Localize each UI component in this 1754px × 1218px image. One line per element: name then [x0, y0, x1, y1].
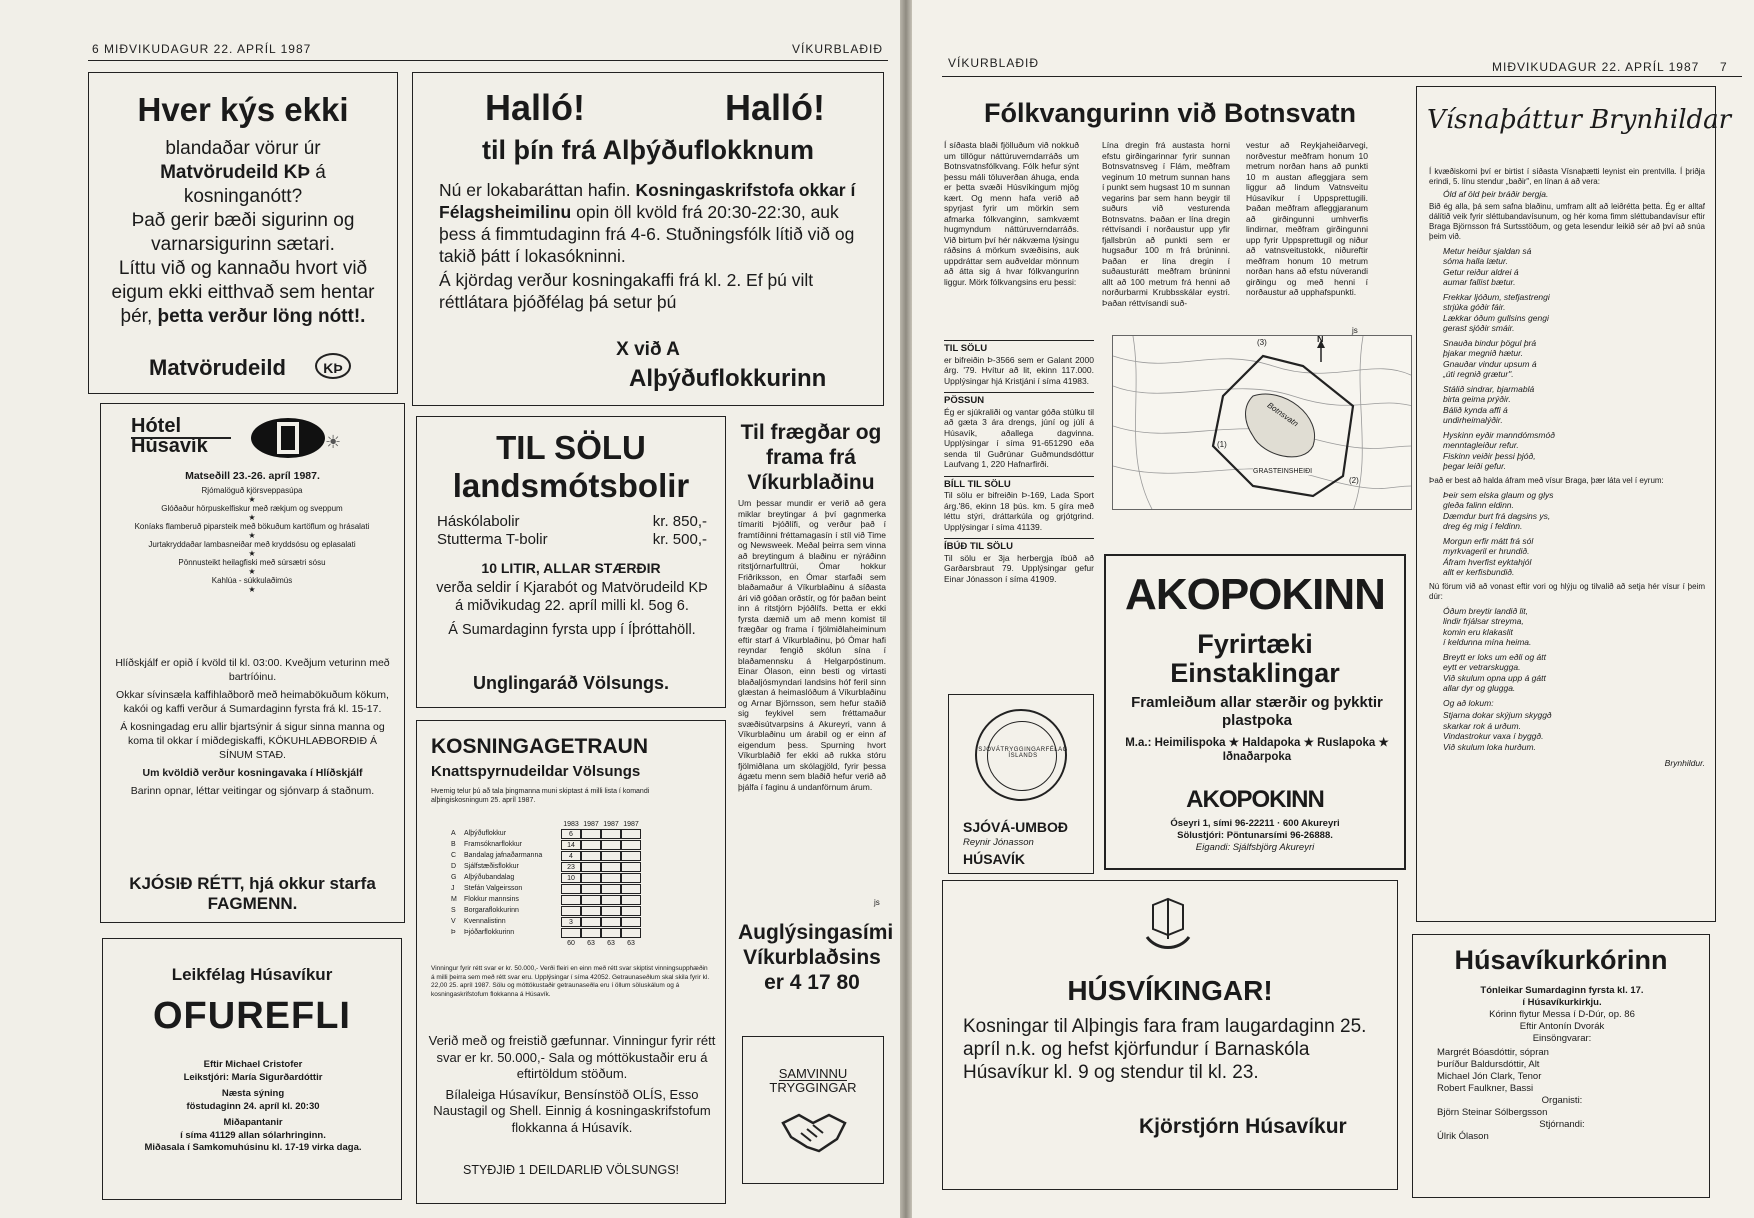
vote-cell[interactable] — [621, 829, 641, 839]
hotel-name: Hótel Húsavík — [131, 415, 208, 457]
article-folkvangur-col2: Lína dregin frá austasta horni efstu girðingarinnar fyrir sunnan Botnsvatnsveg í Flám, meðfram veginum 10 metrum sunnan hans í punkt sem hugsast 10 m sunnan vegarins þar sem hann beygir til suðurs við vesturenda Botnsvatns. Þaðan er lína dregin réttvísandi í norðaustur upp yfir fjallsbrún að punkti sem er hugsaður 100 m frá brúninni. Þaðan er lína dregin í suðausturátt meðfram brúninni allt að 100 metrum frá henni að norðurbarmi Krubbsskálar eystri. Þaðan réttvísandi suð- — [1102, 140, 1230, 308]
map-point-1: (1) — [1217, 440, 1227, 449]
map-north: N — [1317, 335, 1324, 344]
map-point-3: (3) — [1257, 338, 1267, 347]
hotel-body: Hlíðskjálf er opið í kvöld til kl. 03:00. Kveðjum veturinn með bartríóinu. Okkar sívinsæla kaffihlaðborð með heimabökuðum kökum, kakói og kaffi verður á Sumardaginn fyrsta frá kl. 15-17. Á kosningadag eru allir bjartsýnir á sigur sinna manna og koma til okkar í miðdegiskaffi, KÖKUHLAÐBORÐIÐ Á SÍNUM STAÐ. Um kvöldið verður kosningavaka í Hlíðskjálf Barinn opnar, léttar veitingar og sjónvarp á staðnum. — [115, 657, 390, 797]
bolir-t1: TIL SÖLU — [496, 429, 646, 466]
party-row: M Flokkur mannsins — [451, 894, 691, 905]
column-visnapattur — [1416, 86, 1732, 922]
vote-cell[interactable] — [581, 851, 601, 861]
getraun-intro: Hvernig telur þú að tala þingmanna muni skiptast á milli lista í komandi alþingiskosningum 25. apríl 1987. — [431, 788, 650, 804]
bolir-sign: Unglingaráð Völsungs. — [472, 673, 669, 693]
vote-cell[interactable] — [581, 862, 601, 872]
leikfelag-org: Leikfélag Húsavíkur — [171, 965, 333, 984]
vote-cell[interactable] — [581, 928, 601, 938]
ad-kosningagetraun — [416, 720, 726, 1204]
vote-cell[interactable] — [601, 862, 621, 872]
hallo-body: Nú er lokabaráttan hafin. Kosningaskrifstofa okkar í Félagsheimilinu opin öll kvöld frá 20:30-22:30, auk þess á fimmtudaginn frá 4-6. Stuðningsfólk lítið við og takið þátt í lokasókninni. Á kjördag verður kosningakaffi frá kl. 2. Ef þú vilt réttlátara þjóðfélag þá setur þú — [439, 180, 856, 312]
hallo-sign: Alþýðuflokkurinn — [629, 365, 827, 392]
classified-body: Ég er sjúkraliði og vantar góða stúlku til að gæta 3 ára drengs, júní og júlí á Húsavík, aðallega dagvinna. Upplýsingar í síma 91-651290 eða senda til Guðrúnar Guðmundsdóttur Laufvang 1, 220 Hafnarfirði. — [944, 406, 1094, 469]
handshake-icon — [779, 1103, 849, 1159]
getraun-table: 1983 1987 1987 1987 A Alþýðuflokkur 6 B Framsóknarflokkur 14 C Bandalag jafnaðarmanna 4 D Sjálfstæðisflokkur 23 G Alþýðubandalag 10 J Stefán Valgeirsson M Flokkur mannsins S Borgaraflokkurinn V Kvennalistinn 3 Þ Þjóðarflokkurinn 60 63 63 63 — [451, 821, 691, 947]
vote-cell[interactable]: 23 — [561, 862, 581, 872]
vote-cell[interactable] — [601, 840, 621, 850]
stanza: Óðum breytir landið lit, lindir frjálsar streyma, komin eru klakaslit í keldunna mína heima. — [1443, 605, 1532, 647]
ad-akopokinn — [1104, 554, 1406, 870]
ad-auglysinga: Auglýsingasími Víkurblaðsins er 4 17 80 — [738, 921, 894, 994]
menu-list: Rjómalöguð kjörsveppasúpa ★ Glóðaður hörpuskelfiskur með rækjum og sveppum ★ Koníaks flamberuð piparsteik með bökuðum kartöflum og hrásalati ★ Jurtakryddaðar lambasneiðar með kryddsósu og eplasalati ★ Pönnusteikt heilagfiski með súrsætri sósu ★ Kahlúa - súkkulaðimús ★ — [134, 486, 370, 594]
akopokinn-products: M.a.: Heimilispoka ★ Haldapoka ★ Ruslapoka ★ Iðnaðarpoka — [1125, 737, 1389, 763]
classified-head: PÖSSUN — [944, 392, 1094, 407]
leikfelag-info: Eftir Michael Cristofer Leikstjóri: María Sigurðardóttir Næsta sýning föstudaginn 24. apríl kl. 20:30 Miðapantanir í síma 41129 allan sólarhringinn. Miðasala í Samkomuhúsinu kl. 17-19 virka daga. — [144, 1059, 362, 1153]
vote-cell[interactable] — [621, 928, 641, 938]
ad-sjova — [948, 694, 1094, 874]
ad-matvorudeild — [88, 72, 398, 394]
sjova-town: HÚSAVÍK — [963, 851, 1025, 867]
vote-cell[interactable] — [581, 840, 601, 850]
getraun-rules: Vinningur fyrir rétt svar er kr. 50.000,- Verði fleiri en einn með rétt svar skiptist vinningsupphæðin á milli þeirra sem með rétt svar eru. Upplýsingar í síma 42052. Getraunaseðlum skal skila fyrir kl. 22,00 25. apríl 1987. Sölu og móttökustaðir getraunaseðla eru í öllum söluskálum og á kosningaskrifstofum flokkanna á Húsavík. — [431, 965, 710, 998]
party-row: A Alþýðuflokkur 6 — [451, 828, 691, 839]
map-point-2: (2) — [1349, 476, 1359, 485]
vote-cell[interactable] — [621, 906, 641, 916]
vote-cell[interactable] — [601, 851, 621, 861]
korinn-singers: Margrét Bóasdóttir, sópran Þuríður Baldursdóttir, Alt Michael Jón Clark, Tenor Robert Faulkner, Bassi Organisti: Björn Steinar Sólbergsson Stjórnandi: Úlrik Ólason — [1437, 1047, 1585, 1142]
left-page-header: 6 MIÐVIKUDAGUR 22. APRÍL 1987 — [92, 42, 312, 56]
ad-samvinnutryggingar — [742, 1036, 884, 1184]
party-row: Þ Þjóðarflokkurinn — [451, 927, 691, 938]
article-folkvangur-head: Fólkvangurinn við Botnsvatn — [984, 98, 1357, 128]
getraun-body: Verið með og freistið gæfunnar. Vinningur fyrir rétt svar er kr. 50.000,- Sala og móttökustaðir eru á eftirtöldum stöðum. Bílaleiga Húsavíkur, Bensínstöð OLÍS, Esso Naustagil og Shell. Einnig á kosningaskrifstofum flokkanna á Húsavík. — [428, 1033, 716, 1135]
party-row: C Bandalag jafnaðarmanna 4 — [451, 850, 691, 861]
sjova-seal-icon: SJÓVÁTRYGGINGARFÉLAG ÍSLANDS — [975, 709, 1067, 801]
stanza: Hyskinn eyðir manndómsmóð menntagleiður refur. Fiskinn veiðir þessi þjóð, þegar leiði gefur. — [1443, 429, 1555, 471]
vote-cell[interactable] — [561, 906, 581, 916]
akopokinn-contact: Óseyri 1, sími 96-22211 · 600 Akureyri Sölustjóri: Pöntunarsími 96-26888. Eigandi: Sjálfsbjörg Akureyri — [1170, 818, 1340, 853]
akopokinn-body: Framleiðum allar stærðir og þykktir plastpoka — [1131, 694, 1383, 729]
visna-body: Í kvæðiskorni því er birtist í síðasta Vísnaþætti leynist ein prentvilla. Í þriðja erindi, 5. línu stendur „baðir", en línan á að vera: Óld af öld þeir bráðir bergja. Bið ég alla, þá sem safna blaðinu, umfram allt að leiðrétta þetta. Ég er alltaf dálítið veik fyrir sléttubandavísunum, og hér koma fimm sléttubandavísur eftir Braga Björnsson frá Surtsstöðum, og geta lesendur leikið sér að því að snúa þeim við. Metur heiður sjaldan sá sóma halla lætur. Getur reiður aldrei á aumar fallist bætur. Frekkar ljóðum, stefjastrengi strjúka góðir fáir. Lækkar óðum gullsins gengi gerast sjóðir smáir. Snauða bindur þögul þrá þjakar megnið hætur. Gnauðar vindur upsum á „úti regnið grætur". Stálið sindrar, bjarmablá birta geima prýðir. Bálið kynda affi á undirheimalýðir. Hyskinn eyðir manndómsmóð menntagleiður refur. Fiskinn veiðir þessi þjóð, þegar leiði gefur. Það er best að halda áfram með vísur Braga, þær láta vel í eyrum: Þeir sem elska glaum og glys gleða falinn eldinn. Dæmdur burt frá dagsins ys, dreg ég mig í feldinn. Morgun erfir mátt frá sól myrkvageril er hrundið. Áfram hverfist eyktahjól allt er kerfisbundið. Nú förum við að vonast eftir vori og hlýju og tilvalið að setja hér vísur í þeim dúr: Óðum breytir landið lit, lindir frjálsar streyma, komin eru klakaslit í keldunna mína heima. Breytt er loks um eðli og átt eytt er vetrarskugga. Við skulum opna upp á gátt allar dyr og glugga. Og að lokum: Stjarna dokar skýjum skyggð skarkar rok á urðum. Vindastrokur vaxa í byggð. Við skulum loka hurðum. Brynhildur. — [1429, 167, 1705, 768]
hotel-logo-icon — [251, 418, 325, 458]
article-folkvangur-sig: js — [1352, 326, 1358, 335]
kth-logo-icon: KÞ — [315, 353, 351, 379]
vote-cell[interactable]: 3 — [561, 917, 581, 927]
akopokinn-logo: AKOPOKINN — [1125, 570, 1385, 619]
stanza: Morgun erfir mátt frá sól myrkvageril er hrundið. Áfram hverfist eyktahjól allt er kerfisbundið. — [1443, 535, 1534, 577]
hotel-slogan: KJÓSIÐ RÉTT, hjá okkur starfa FAGMENN. — [129, 874, 376, 913]
vote-cell[interactable]: 4 — [561, 851, 581, 861]
viking-ship-icon — [1143, 895, 1193, 955]
vote-cell[interactable] — [581, 884, 601, 894]
ad-til-solu-bolir — [416, 416, 726, 708]
korinn-body: Tónleikar Sumardaginn fyrsta kl. 17. í Húsavíkurkirkju. Kórinn flytur Messa í D-Dúr, op. 86 Eftir Antonín Dvorák Einsöngvarar: — [1480, 985, 1644, 1044]
article-fraegdar-sig: js — [874, 898, 880, 907]
akopokinn-logo-small: AKOPOKINN — [1186, 786, 1324, 813]
korinn-title: Húsavíkurkórinn — [1454, 945, 1668, 975]
stanza: Stálið sindrar, bjarmablá birta geima prýðir. Bálið kynda affi á undirheimalýðir. — [1443, 383, 1535, 425]
ad-title: Hver kýs ekki — [137, 91, 349, 128]
ad-hotel-husavik — [100, 403, 405, 923]
ad-husvikingar — [942, 880, 1398, 1190]
samvinnu-text: SAMVINNU TRYGGINGAR — [769, 1066, 857, 1095]
bolir-sizes: 10 LITIR, ALLAR STÆRÐIR — [481, 560, 661, 576]
map-botnsvatn — [1112, 335, 1412, 510]
bolir-t2: landsmótsbolir — [452, 467, 690, 504]
classified-head: ÍBÚÐ TIL SÖLU — [944, 538, 1094, 553]
vote-cell[interactable] — [561, 928, 581, 938]
right-page-number: 7 — [1720, 60, 1728, 74]
party-row: S Borgaraflokkurinn — [451, 905, 691, 916]
party-row: B Framsóknarflokkur 14 — [451, 839, 691, 850]
right-paper-name: VÍKURBLAÐIÐ — [948, 56, 1040, 70]
menu-title: Matseðill 23.-26. apríl 1987. — [185, 470, 320, 482]
ad-body: blandaðar vörur úr Matvörudeild KÞ á kosninganótt? Það gerir bæði sigurinn og varnarsigurinn sætari. Líttu við og kannaðu hvort við eigum ekki eitthvað sem hentar þér, þetta verður löng nótt!. — [111, 138, 375, 327]
vote-cell[interactable]: 14 — [561, 840, 581, 850]
stanza: Metur heiður sjaldan sá sóma halla lætur. Getur reiður aldrei á aumar fallist bætur. — [1443, 245, 1532, 287]
sjova-title: SJÓVÁ-UMBOÐ — [963, 819, 1069, 835]
vote-cell[interactable] — [581, 906, 601, 916]
classified-body: Til sölu er bifreiðin Þ-169, Lada Sport árg.'86, ekinn 18 þús. km. 5 gíra með léttu stýri, dráttarkúla og grjótgrind. Upplýsingar í síma 41139. — [944, 490, 1094, 532]
leikfelag-title: OFUREFLI — [153, 995, 351, 1037]
classifieds — [944, 340, 1094, 584]
vote-cell[interactable] — [621, 840, 641, 850]
visna-title: Vísnaþáttur Brynhildar — [1427, 105, 1732, 135]
getraun-t2: Knattspyrnudeildar Völsungs — [431, 763, 641, 780]
husvikingar-title: HÚSVÍKINGAR! — [1067, 975, 1273, 1006]
vote-cell[interactable]: 6 — [561, 829, 581, 839]
vote-cell[interactable]: 10 — [561, 873, 581, 883]
article-folkvangur-col1: Í síðasta blaði fjölluðum við nokkuð um tillögur náttúruverndarráðs um Botnsvatnsfólkvang. Fólk hefur sýnt þessu máli töluverðan áhuga, enda er þetta svæði Húsvíkingum mjög kært. Og menn hafa verið að spyrjast fyrir um mörkin sem afmarka fólkvanginn, samkvæmt hugmyndum náttúruverndarráðs. Við birtum því hér nákvæma lýsingu ráðsins á mörkum svæðisins, auk uppdráttar sem auðveldar mönnum að átta sig á hvar fólkvangurinn liggur. Mörk fólkvangsins eru þessi: — [944, 140, 1079, 287]
right-page — [912, 0, 1754, 1218]
article-fraegdar-head: Til frægðar og frama frá Víkurblaðinu — [740, 421, 882, 494]
vote-cell[interactable] — [601, 906, 621, 916]
hallo-1: Halló! — [485, 87, 586, 128]
getraun-sign: STYÐJIÐ 1 DEILDARLIÐ VÖLSUNGS! — [462, 1163, 680, 1177]
classified-head: BÍLL TIL SÖLU — [944, 476, 1094, 491]
article-fraegdar-body: Um þessar mundir er verið að gera miklar breytingar á því gagnmerka tímariti Þjóðlífi, og verður það í framtíðinni fréttamagasín í stíl við Time og Newsweek. Meðal þeirra sem vinna að breytingum á blaðinu er nýráðinn ritstjórnarfulltrúi, Ómar hokkur Friðriksson, en Ómar starfaði sem blaðamaður á Víkurblaðinu á síðasta ári við góðan orðstír, og fór þaðan beint inn á ritstjórn Þjóðlífs. Þetta er ekki fyrsta dæmið um að menn komist til frægðar og frama í fjölmiðlaheiminum eftir starf á Víkurblaðinu, þó Ómar hafi reyndar fengið skólun sína í blaðamennsku á Helgarpóstinum. Einar Ólason, einn besti og virtasti blaðaljósmyndari landsins hóf feril sinn glæstan á heimaslóðum á Víkurblaðinu og Arnar Björnsson, sem hefur staðið sig feykivel sem fréttamaður svæðisútvarpsins á Akureyri, vann á Víkurblaðinu um árabil og er einn af eigendum þess. Spurning hvort Víkurblaðið fer ekki að rukka stóru fjölmiðlana um skólagjöld, fyrir þessa ágætu menn sem blaðið hefur verið að þjálfa í faginu á undanförnum árum. — [738, 498, 886, 792]
vote-cell[interactable] — [561, 884, 581, 894]
husvikingar-body: Kosningar til Alþingis fara fram laugardaginn 25. apríl n.k. og hefst kjörfundur í Barnaskóla Húsavíkur kl. 9 og stendur til kl. 23. — [963, 1016, 1367, 1083]
vote-cell[interactable] — [621, 884, 641, 894]
vote-cell[interactable] — [601, 895, 621, 905]
vote-cell[interactable] — [621, 851, 641, 861]
map-label-lake: Botnsvatn — [1265, 400, 1300, 429]
classified-body: er bifreiðin Þ-3566 sem er Galant 2000 árg. '79. Hvítur að lit, ekinn 117.000. Upplýsingar hjá Kristjáni í síma 41983. — [944, 354, 1094, 386]
classified-head: TIL SÖLU — [944, 340, 1094, 355]
ad-footer: Matvörudeild — [149, 355, 286, 380]
hallo-vote: X við A — [616, 339, 680, 360]
ad-hallo — [412, 72, 884, 406]
stanza: Frekkar ljóðum, stefjastrengi strjúka góðir fáir. Lækkar óðum gullsins gengi gerast sjóðir smáir. — [1443, 291, 1550, 333]
left-paper-name: VÍKURBLAÐIÐ — [792, 42, 884, 56]
bolir-body: verða seldir í Kjarabót og Matvörudeild KÞ á miðvikudag 22. apríl milli kl. 5og 6. Á Sumardaginn fyrsta upp í Íþróttahöll. — [436, 580, 708, 638]
party-row: G Alþýðubandalag 10 — [451, 872, 691, 883]
hallo-sub: til þín frá Alþýðuflokknum — [481, 135, 814, 165]
vote-cell[interactable] — [601, 884, 621, 894]
map-label-heath: GRASTEINSHEIÐI — [1253, 468, 1313, 475]
stanza: Snauða bindur þögul þrá þjakar megnið hætur. Gnauðar vindur upsum á „úti regnið grætur". — [1443, 337, 1537, 379]
sjova-agent: Reynir Jónasson — [963, 837, 1034, 848]
vote-cell[interactable] — [601, 917, 621, 927]
hallo-2: Halló! — [725, 87, 826, 128]
right-page-header: MIÐVIKUDAGUR 22. APRÍL 1987 — [1492, 60, 1700, 74]
vote-cell[interactable] — [581, 873, 601, 883]
vote-cell[interactable] — [621, 917, 641, 927]
akopokinn-headline: Fyrirtæki Einstaklingar — [1170, 629, 1340, 688]
page-gutter — [900, 0, 912, 1218]
vote-cell[interactable] — [621, 862, 641, 872]
stanza: Þeir sem elska glaum og glys gleða falinn eldinn. Dæmdur burt frá dagsins ys, dreg ég mig í feldinn. — [1443, 489, 1554, 531]
vote-cell[interactable] — [581, 829, 601, 839]
party-row: D Sjálfstæðisflokkur 23 — [451, 861, 691, 872]
vote-cell[interactable] — [601, 829, 621, 839]
stanza: Breytt er loks um eðli og átt eytt er vetrarskugga. Við skulum opna upp á gátt allar dyr og glugga. — [1443, 651, 1546, 693]
bolir-prices: Háskólabolir kr. 850,- Stutterma T-bolir kr. 500,- — [437, 513, 707, 548]
husvikingar-sign: Kjörstjórn Húsavíkur — [1139, 1115, 1347, 1138]
vote-cell[interactable] — [621, 895, 641, 905]
article-folkvangur-col3: vestur að Reykjaheiðarvegi, norðvestur meðfram honum 10 metrum norðan hans að punkti 10 m austan afleggjara sem liggur að lindum Vatnsveitu Húsavíkur í Uppsprettugili. Þaðan meðfram afleggjaranum að girðingunni umhverfis lindirnar, meðfram girðingunni upp fyrir Uppsprettugil og niður að vatnsveitustokk, niðureftir meðfram honum 10 metrum norðan hans að efstu núverandi girðingu og með henni í norðaustur að upphafspunkti. — [1246, 140, 1368, 297]
vote-cell[interactable] — [621, 873, 641, 883]
vote-cell[interactable] — [561, 895, 581, 905]
vote-cell[interactable] — [581, 895, 601, 905]
party-row: V Kvennalistinn 3 — [451, 916, 691, 927]
classified-body: Til sölu er 3ja herbergja íbúð að Garðarsbraut 79. Upplýsingar gefur Einar Jónasson í síma 41909. — [944, 552, 1094, 584]
party-row: J Stefán Valgeirsson — [451, 883, 691, 894]
vote-cell[interactable] — [601, 873, 621, 883]
vote-cell[interactable] — [581, 917, 601, 927]
ad-husavikurkorinn — [1412, 934, 1710, 1198]
vote-cell[interactable] — [601, 928, 621, 938]
getraun-t1: KOSNINGAGETRAUN — [431, 735, 649, 758]
sun-icon: ☀ — [325, 432, 342, 452]
ad-leikfelag — [102, 938, 402, 1200]
